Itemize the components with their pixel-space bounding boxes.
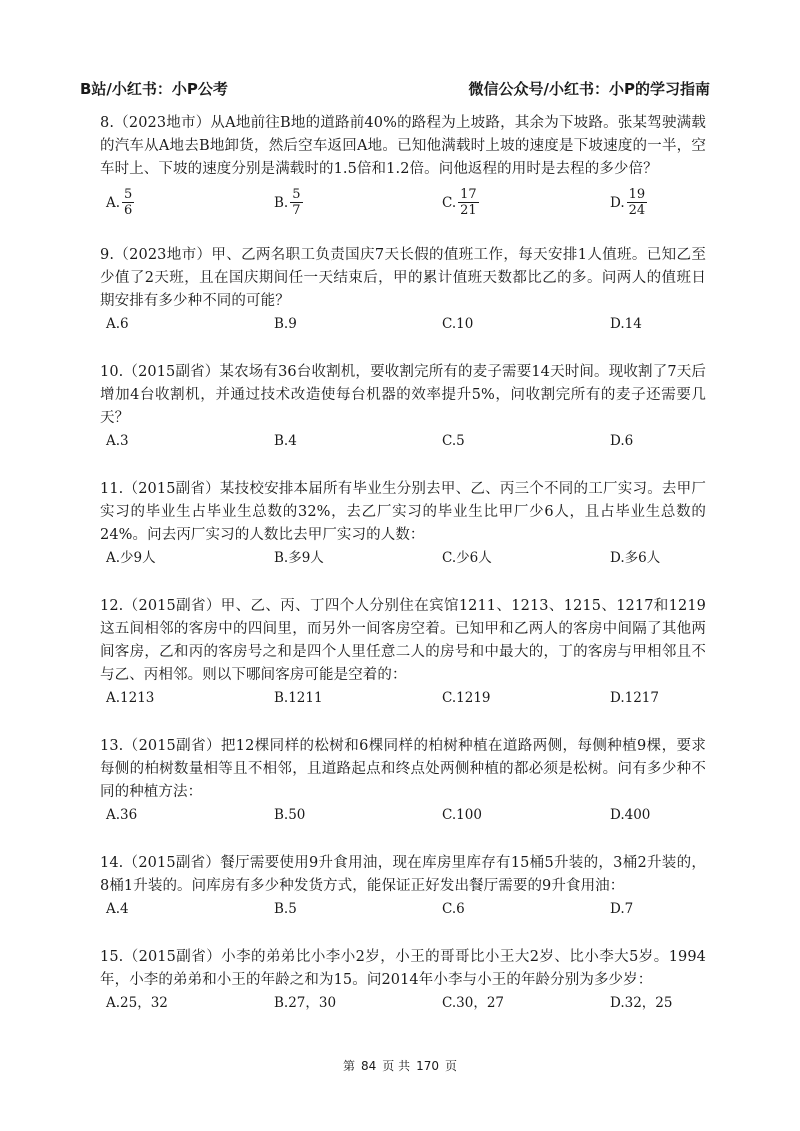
question-options xyxy=(106,313,706,335)
option-b: B.1211 xyxy=(274,690,323,706)
question-15 xyxy=(100,946,706,1014)
question-stem: 15.（2015副省）小李的弟弟比小李小2岁，小王的哥哥比小王大2岁、比小李大5岁。1994年，小李的弟弟和小王的年龄之和为15。问2014年小李与小王的年龄分别为多少岁： xyxy=(100,949,706,988)
header-right: 微信公众号/小红书：小P的学习指南 xyxy=(468,80,710,98)
fraction xyxy=(627,187,648,218)
option-c: C.100 xyxy=(442,807,482,823)
option-d: D.32，25 xyxy=(610,995,673,1011)
option-c: C.10 xyxy=(442,316,474,332)
question-options xyxy=(106,804,706,826)
question-options xyxy=(106,547,706,569)
question-13 xyxy=(100,735,706,826)
total-pages: 170 xyxy=(416,1059,439,1073)
option-c: C.5 xyxy=(442,433,465,449)
footer-mid: 页 共 xyxy=(382,1059,411,1073)
question-10 xyxy=(100,361,706,452)
option-d: D.400 xyxy=(610,807,651,823)
question-stem: 12.（2015副省）甲、乙、丙、丁四个人分别住在宾馆1211、1213、1215、1217和1219这五间相邻的客房中的四间里，而另外一间客房空着。已知甲和乙两人的客房中间隔了其他两间客房，乙和丙的客房号之和是四个人里任意二人的房号和中最大的，丁的客房与甲相邻且不与乙、丙相邻。则以下哪间客房可能是空着的： xyxy=(100,598,706,683)
question-stem: 9.（2023地市）甲、乙两名职工负责国庆7天长假的值班工作，每天安排1人值班。已知乙至少值了2天班，且在国庆期间任一天结束后，甲的累计值班天数都比乙的多。问两人的值班日期安排有多少种不同的可能？ xyxy=(100,247,706,309)
question-list xyxy=(100,112,706,1014)
option-b: B.27，30 xyxy=(274,995,337,1011)
page-footer xyxy=(0,1057,800,1074)
question-options xyxy=(106,687,706,709)
option-letter: D. xyxy=(610,194,625,211)
question-stem: 13.（2015副省）把12棵同样的松树和6棵同样的柏树种植在道路两侧，每侧种植9棵，要求每侧的柏树数量相等且不相邻，且道路起点和终点处两侧种植的都必须是松树。问有多少种不同的种植方法： xyxy=(100,738,706,800)
option-a: A.1213 xyxy=(106,690,155,706)
question-11 xyxy=(100,478,706,569)
option-a: A.25，32 xyxy=(106,995,168,1011)
option-a: A.少9人 xyxy=(106,550,156,566)
option-c xyxy=(442,187,610,218)
option-d: D.6 xyxy=(610,433,634,449)
option-d: D.7 xyxy=(610,901,634,917)
option-d xyxy=(610,187,647,218)
denominator: 21 xyxy=(460,203,477,218)
question-14 xyxy=(100,852,706,920)
question-8 xyxy=(100,112,706,218)
question-stem: 14.（2015副省）餐厅需要使用9升食用油，现在库房里库存有15桶5升装的，3桶2升装的，8桶1升装的。问库房有多少种发货方式，能保证正好发出餐厅需要的9升食用油： xyxy=(100,855,706,894)
question-options xyxy=(106,187,706,218)
option-letter: A. xyxy=(106,194,121,211)
denominator: 6 xyxy=(124,203,133,218)
option-c: C.30，27 xyxy=(442,995,504,1011)
option-c: C.6 xyxy=(442,901,465,917)
option-b: B.5 xyxy=(274,901,297,917)
option-a: A.36 xyxy=(106,807,138,823)
fraction xyxy=(290,187,302,218)
option-c: C.1219 xyxy=(442,690,491,706)
question-12 xyxy=(100,595,706,709)
option-letter: B. xyxy=(274,194,289,211)
numerator: 17 xyxy=(460,187,477,202)
header-left: B站/小红书：小P公考 xyxy=(80,80,228,98)
page-number: 84 xyxy=(360,1059,377,1073)
option-letter: C. xyxy=(442,194,457,211)
denominator: 7 xyxy=(292,203,301,218)
question-stem: 11.（2015副省）某技校安排本届所有毕业生分别去甲、乙、丙三个不同的工厂实习。去甲厂实习的毕业生占毕业生总数的32%，去乙厂实习的毕业生比甲厂少6人，且占毕业生总数的24%。问去丙厂实习的人数比去甲厂实习的人数： xyxy=(100,481,706,543)
option-a: A.3 xyxy=(106,433,129,449)
option-b xyxy=(274,187,442,218)
question-9 xyxy=(100,244,706,335)
option-c: C.少6人 xyxy=(442,550,492,566)
option-d: D.1217 xyxy=(610,690,659,706)
question-stem: 10.（2015副省）某农场有36台收割机，要收割完所有的麦子需要14天时间。现收割了7天后增加4台收割机，并通过技术改造使每台机器的效率提升5%，问收割完所有的麦子还需要几天？ xyxy=(100,364,706,426)
option-d: D.14 xyxy=(610,316,642,332)
option-b: B.多9人 xyxy=(274,550,324,566)
option-a xyxy=(106,187,274,218)
question-options xyxy=(106,898,706,920)
option-a: A.4 xyxy=(106,901,129,917)
denominator: 24 xyxy=(628,203,646,218)
page-header xyxy=(80,78,710,102)
fraction xyxy=(122,187,134,218)
option-b: B.4 xyxy=(274,433,297,449)
option-b: B.9 xyxy=(274,316,297,332)
question-options xyxy=(106,430,706,452)
option-a: A.6 xyxy=(106,316,129,332)
fraction xyxy=(458,187,479,218)
numerator: 5 xyxy=(292,187,301,202)
question-options xyxy=(106,992,706,1014)
numerator: 19 xyxy=(628,187,646,202)
option-d: D.多6人 xyxy=(610,550,661,566)
footer-suffix: 页 xyxy=(445,1059,458,1073)
numerator: 5 xyxy=(124,187,133,202)
footer-prefix: 第 xyxy=(342,1059,355,1073)
option-b: B.50 xyxy=(274,807,306,823)
question-stem: 8.（2023地市）从A地前往B地的道路前40%的路程为上坡路，其余为下坡路。张某驾驶满载的汽车从A地去B地卸货，然后空车返回A地。已知他满载时上坡的速度是下坡速度的一半，空车时上、下坡的速度分别是满载时的1.5倍和1.2倍。问他返程的用时是去程的多少倍？ xyxy=(100,115,706,177)
